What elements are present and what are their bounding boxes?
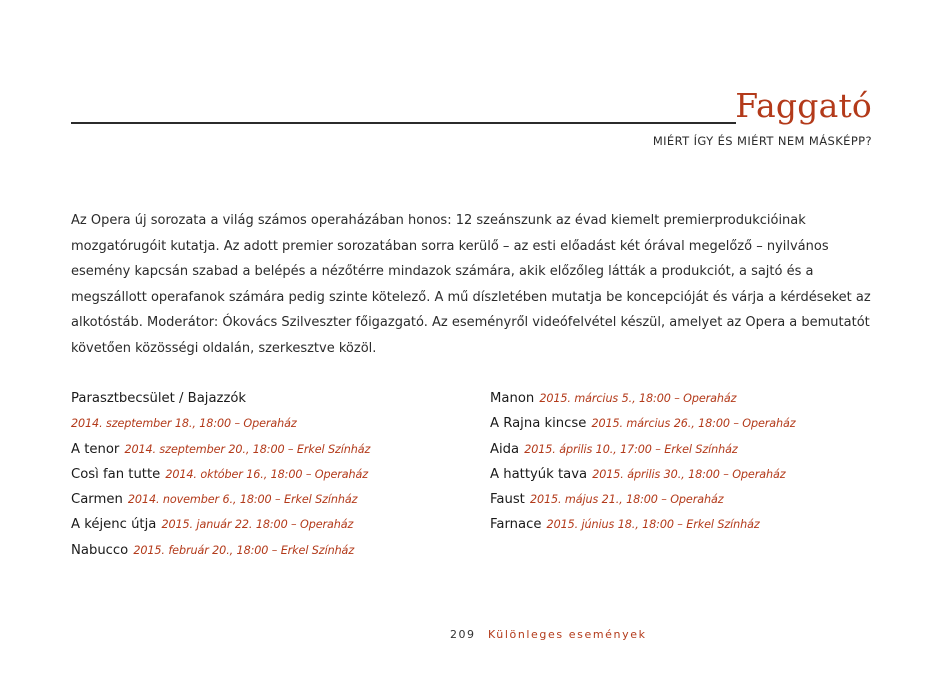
- show-title: A tenor: [71, 441, 120, 457]
- show-date: 2015. március 5., 18:00 – Operaház: [539, 392, 737, 405]
- schedule-item: [490, 460, 890, 485]
- show-date: 2014. szeptember 18., 18:00 – Operaház: [71, 417, 297, 431]
- schedule-item: [490, 409, 890, 434]
- page-number: 209: [450, 628, 476, 641]
- page-title: Faggató: [735, 86, 872, 125]
- schedule-item: [490, 435, 890, 460]
- show-title: Carmen: [71, 492, 123, 508]
- schedule-item: [490, 384, 890, 409]
- show-date: 2015. április 10., 17:00 – Erkel Színház: [524, 442, 738, 456]
- schedule-list-left: [71, 384, 471, 561]
- show-title: Aida: [490, 441, 520, 457]
- schedule-item: [71, 510, 471, 535]
- show-title: A hattyúk tava: [490, 466, 588, 482]
- schedule-item: [490, 510, 890, 535]
- schedule-list-right: [490, 384, 890, 536]
- show-title: Così fan tutte: [71, 466, 161, 482]
- show-date: 2015. január 22. 18:00 – Operaház: [161, 518, 354, 532]
- show-date: 2015. április 30., 18:00 – Operaház: [592, 467, 786, 481]
- intro-paragraph: Az Opera új sorozata a világ számos operaházában honos: 12 szeánszunk az évad kiemelt premierprodukcióinak mozgatórugóit kutatja. Az adott premier sorozatában sorra kerülő – az esti előadást két órával megelőző – nyilvános esemény kapcsán szabad a belépés a nézőtérre mindazok számára, akik előzőleg látták a produkciót, a sajtó és a megszállott operafanok számára pedig szinte kötelező. A mű díszletében mutatja be koncepcióját és várja a kérdéseket az alkotóstáb. Moderátor: Ókovács Szilveszter főigazgató. Az eseményről videófelvétel készül, amelyet az Opera a bemutatót követően közösségi oldalán, szerkesztve közöl.: [71, 213, 871, 356]
- schedule-item: [71, 536, 471, 561]
- show-title: Manon: [490, 391, 535, 406]
- page-subtitle: MIÉRT ÍGY ÉS MIÉRT NEM MÁSKÉPP?: [652, 134, 872, 148]
- show-date: 2014. szeptember 20., 18:00 – Erkel Színház: [124, 442, 371, 456]
- show-title: Nabucco: [71, 542, 129, 558]
- section-name: Különleges események: [488, 628, 647, 641]
- schedule-item: [71, 409, 471, 434]
- show-title: A Rajna kincse: [490, 416, 587, 432]
- schedule-item: [71, 460, 471, 485]
- page-footer: [450, 628, 647, 641]
- show-date: 2014. október 16., 18:00 – Operaház: [165, 467, 369, 481]
- header-rule: [71, 122, 736, 124]
- show-title: Farnace: [490, 517, 542, 533]
- schedule-item: [71, 384, 471, 409]
- show-title: Faust: [490, 492, 525, 508]
- schedule-item: [71, 435, 471, 460]
- show-date: 2015. június 18., 18:00 – Erkel Színház: [546, 518, 760, 532]
- schedule-item: [71, 485, 471, 510]
- show-title: Parasztbecsület / Bajazzók: [71, 391, 247, 406]
- show-date: 2015. március 26., 18:00 – Operaház: [591, 417, 796, 431]
- show-title: A kéjenc útja: [71, 517, 157, 533]
- show-date: 2015. május 21., 18:00 – Operaház: [529, 493, 724, 507]
- show-date: 2014. november 6., 18:00 – Erkel Színház: [127, 493, 358, 507]
- show-date: 2015. február 20., 18:00 – Erkel Színház: [133, 543, 355, 557]
- schedule-item: [490, 485, 890, 510]
